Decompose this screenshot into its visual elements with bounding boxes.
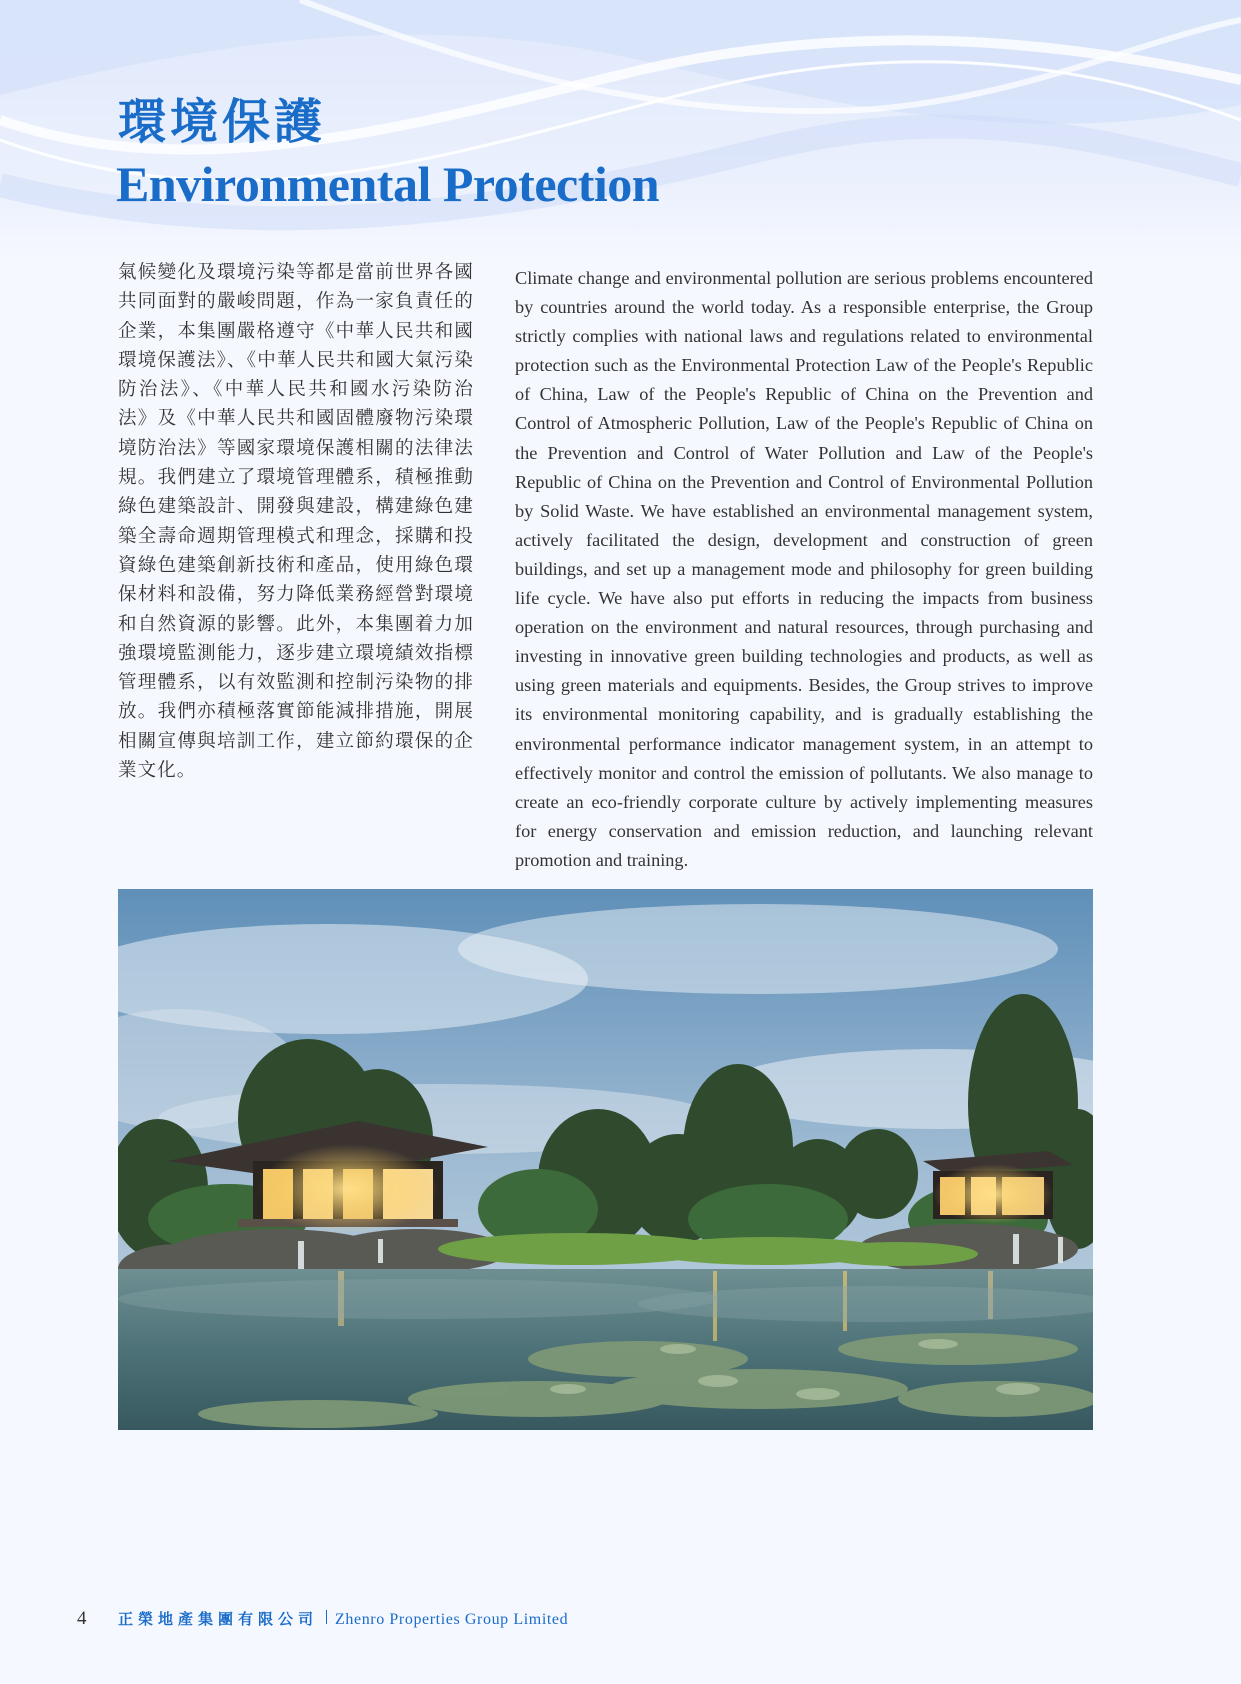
body-text-zh: 氣候變化及環境污染等都是當前世界各國共同面對的嚴峻問題，作為一家負責任的企業，本集團嚴格遵守《中華人民共和國環境保護法》、《中華人民共和國大氣污染防治法》、《中華人民共和國水污染防治法》及《中華人民共和國固體廢物污染環境防治法》等國家環境保護相關的法律法規。我們建立了環境管理體系，積極推動綠色建築設計、開發與建設，構建綠色建築全壽命週期管理模式和理念，採購和投資綠色建築創新技術和產品，使用綠色環保材料和設備，努力降低業務經營對環境和自然資源的影響。此外，本集團着力加強環境監測能力，逐步建立環境績效指標管理體系，以有效監測和控制污染物的排放。我們亦積極落實節能減排措施，開展相關宣傳與培訓工作，建立節約環保的企業文化。 bbox=[118, 262, 474, 782]
photo-illustration bbox=[118, 889, 1093, 1430]
page-number: 4 bbox=[77, 1608, 87, 1629]
footer-divider bbox=[326, 1610, 327, 1624]
page-title-en: Environmental Protection bbox=[116, 156, 660, 212]
garden-pond-photo bbox=[118, 889, 1093, 1430]
pavilion-right bbox=[923, 1151, 1073, 1224]
company-name-en: Zhenro Properties Group Limited bbox=[335, 1611, 569, 1628]
body-text-en: Climate change and environmental pollution are serious problems encountered by countries around the world today. As a responsible enterprise, the Group strictly complies with national laws and regulations related to environmental protection such as the Environmental Protection Law of the People's Republic of China, Law of the People's Republic of China on the Prevention and Control of Atmospheric Pollution, Law of the People's Republic of China on the Prevention and Control of Water Pollution and Law of the People's Republic of China on the Prevention and Control of Environmental Pollution by Solid Waste. We have established an environmental management system, actively facilitated the design, development and construction of green buildings, and set up a management mode and philosophy for green building life cycle. We have also put efforts in reducing the impacts from business operation on the environment and natural resources, through purchasing and investing in innovative green building technologies and products, as well as using green materials and equipments. Besides, the Group strives to improve its environmental monitoring capability, and is gradually establishing the environmental performance indicator management system, in an attempt to effectively monitor and control the emission of pollutants. We also manage to create an eco-friendly corporate culture by actively implementing measures for energy conservation and emission reduction, and launching relevant promotion and training. bbox=[515, 268, 1093, 870]
company-name-zh: 正榮地產集團有限公司 bbox=[118, 1610, 319, 1628]
page-footer bbox=[77, 1608, 568, 1632]
page-title-zh: 環境保護 bbox=[118, 94, 327, 150]
